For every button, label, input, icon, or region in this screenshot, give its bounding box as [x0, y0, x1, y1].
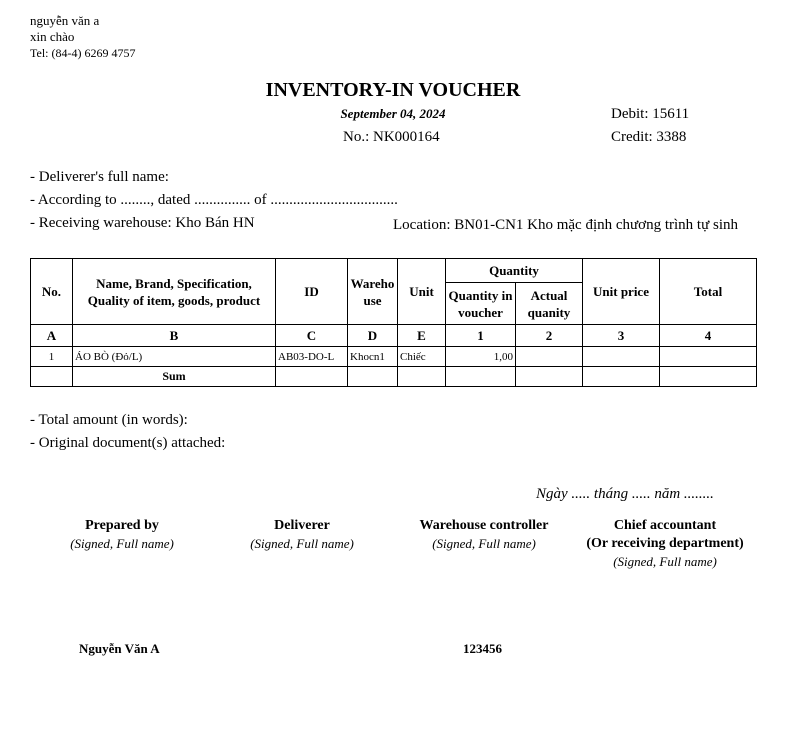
- sum-row: [31, 367, 757, 387]
- header-unit-price: Unit price: [583, 259, 660, 325]
- sum-total: [660, 367, 757, 387]
- prepared-by-name: Nguyễn Văn A: [79, 641, 160, 656]
- deliverer-line: - Deliverer's full name:: [30, 169, 169, 185]
- company-tel: Tel: (84-4) 6269 4757: [30, 46, 136, 60]
- voucher-number: No.: NK000164: [343, 129, 440, 145]
- sum-id: [276, 367, 348, 387]
- company-name: nguyễn văn a: [30, 13, 100, 28]
- signature-title: Deliverer: [274, 518, 330, 533]
- signature-chief-accountant: [570, 517, 760, 571]
- sum-no: [31, 367, 73, 387]
- sum-warehouse: [348, 367, 398, 387]
- row-no: 1: [31, 347, 73, 367]
- header-name: Name, Brand, Specification, Quality of item, goods, product: [73, 259, 276, 325]
- signature-date-line: Ngày ..... tháng ..... năm ........: [536, 486, 714, 502]
- code-e: E: [398, 325, 446, 347]
- signature-title: Chief accountant: [613, 518, 717, 533]
- location-line: Location: BN01-CN1 Kho mặc định chương trình tự sinh: [393, 217, 738, 233]
- items-table: [30, 258, 757, 387]
- header-unit: Unit: [398, 259, 446, 325]
- header-no: No.: [31, 259, 73, 325]
- signature-note: (Signed, Full name): [250, 536, 354, 551]
- signature-title: Warehouse controller: [419, 518, 549, 533]
- signature-note: (Signed, Full name): [70, 536, 174, 551]
- debit-account: Debit: 15611: [611, 106, 690, 122]
- code-1: 1: [446, 325, 516, 347]
- code-a: A: [31, 325, 73, 347]
- total-in-words: - Total amount (in words):: [30, 412, 188, 428]
- signature-title: Prepared by: [85, 518, 159, 533]
- voucher-date: September 04, 2024: [340, 106, 446, 121]
- header-id: ID: [276, 259, 348, 325]
- sum-label: Sum: [73, 367, 276, 387]
- row-total: [660, 347, 757, 367]
- row-actual-qty: [516, 347, 583, 367]
- company-header: [30, 13, 135, 61]
- header-quantity: Quantity: [446, 259, 583, 283]
- sum-qty: [446, 367, 516, 387]
- sum-unit: [398, 367, 446, 387]
- header-warehouse: Warehouse: [348, 259, 398, 325]
- according-line: - According to ........, dated ............... of ..................................: [30, 192, 398, 208]
- signature-note: (Signed, Full name): [613, 554, 717, 569]
- header-qty-voucher: Quantity in voucher: [446, 283, 516, 325]
- row-warehouse: Khocn1: [348, 347, 398, 367]
- row-unit: Chiếc: [398, 347, 446, 367]
- code-3: 3: [583, 325, 660, 347]
- table-row: [31, 347, 757, 367]
- header-actual-qty: Actual quanity: [516, 283, 583, 325]
- row-id: AB03-DO-L: [276, 347, 348, 367]
- signature-title-2: (Or receiving department): [586, 536, 744, 551]
- warehouse-line: - Receiving warehouse: Kho Bán HN: [30, 215, 255, 231]
- code-2: 2: [516, 325, 583, 347]
- signature-deliverer: [222, 517, 382, 553]
- signature-note: (Signed, Full name): [432, 536, 536, 551]
- sum-price: [583, 367, 660, 387]
- code-4: 4: [660, 325, 757, 347]
- row-item-name: ÁO BÒ (Đỏ/L): [73, 347, 276, 367]
- code-d: D: [348, 325, 398, 347]
- voucher-title: INVENTORY-IN VOUCHER: [265, 79, 521, 101]
- sum-actual: [516, 367, 583, 387]
- signature-prepared-by: [42, 517, 202, 553]
- credit-account: Credit: 3388: [611, 129, 687, 145]
- row-qty-voucher: 1,00: [446, 347, 516, 367]
- code-b: B: [73, 325, 276, 347]
- company-line: xin chào: [30, 29, 75, 44]
- header-total: Total: [660, 259, 757, 325]
- warehouse-controller-name: 123456: [463, 641, 502, 656]
- signature-warehouse-controller: [398, 517, 570, 553]
- code-c: C: [276, 325, 348, 347]
- attached-documents: - Original document(s) attached:: [30, 435, 226, 451]
- row-unit-price: [583, 347, 660, 367]
